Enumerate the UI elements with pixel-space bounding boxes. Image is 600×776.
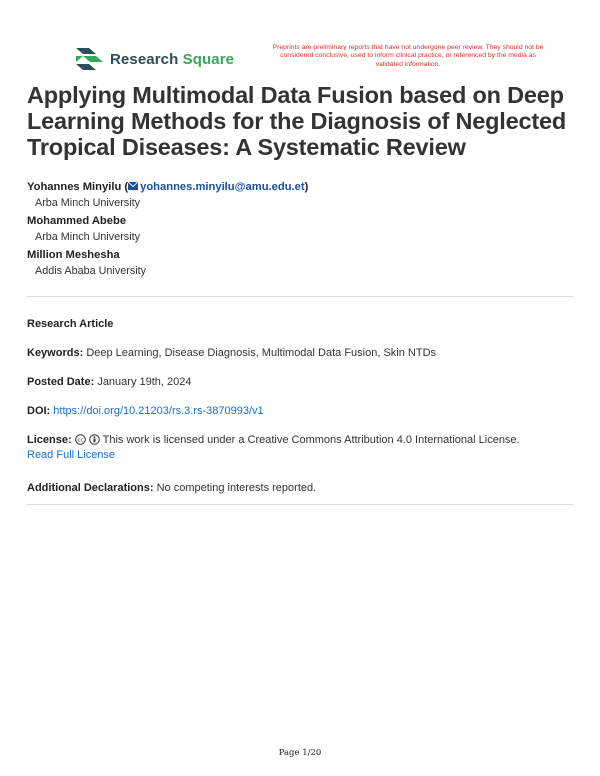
article-type: Research Article [27, 318, 114, 330]
paper-title: Applying Multimodal Data Fusion based on Deep Learning Methods for the Diagnosis of Neglected Tropical Diseases: A Systematic Review [27, 82, 566, 160]
page-number: Page 1/20 [278, 748, 322, 758]
keywords: Keywords: Deep Learning, Disease Diagnosis, Multimodal Data Fusion, Skin NTDs [27, 347, 437, 359]
read-full-license-link[interactable]: Read Full License [27, 449, 116, 461]
author-2-affiliation: Arba Minch University [35, 231, 141, 243]
author-2: Mohammed Abebe [27, 215, 127, 227]
author-email-link[interactable]: yohannes.minyilu@amu.edu.et [128, 181, 304, 193]
doi: DOI: https://doi.org/10.21203/rs.3.rs-3870993/v1 [27, 405, 264, 417]
preprint-notice: Preprints are preliminary reports that have not undergone peer review. They should not be considered conclusive, used to inform clinical practice, or referenced by the media as validated information. [272, 44, 544, 68]
svg-text:cc: cc [77, 437, 84, 444]
research-square-logo-icon [74, 44, 104, 74]
divider-top [27, 296, 573, 297]
author-3-affiliation: Addis Ababa University [35, 265, 147, 277]
divider-bottom [27, 504, 573, 505]
brand-name: Research Square [110, 50, 235, 68]
cc-icon [75, 434, 86, 445]
author-1: Yohannes Minyilu ( yohannes.minyilu@amu.edu.et) [27, 181, 309, 193]
envelope-icon [128, 182, 138, 190]
author-list [27, 180, 575, 278]
additional-declarations: Additional Declarations: No competing interests reported. [27, 482, 317, 494]
attribution-icon [89, 434, 100, 445]
posted-date: Posted Date: January 19th, 2024 [27, 376, 192, 388]
author-1-affiliation: Arba Minch University [35, 197, 141, 209]
brand-logo [74, 44, 234, 74]
author-3: Million Meshesha [27, 249, 120, 261]
doi-link[interactable]: https://doi.org/10.21203/rs.3.rs-3870993/v1 [53, 405, 264, 417]
license: License: cc This work is licensed under a Creative Commons Attribution 4.0 International License. Read Full License [27, 434, 520, 461]
